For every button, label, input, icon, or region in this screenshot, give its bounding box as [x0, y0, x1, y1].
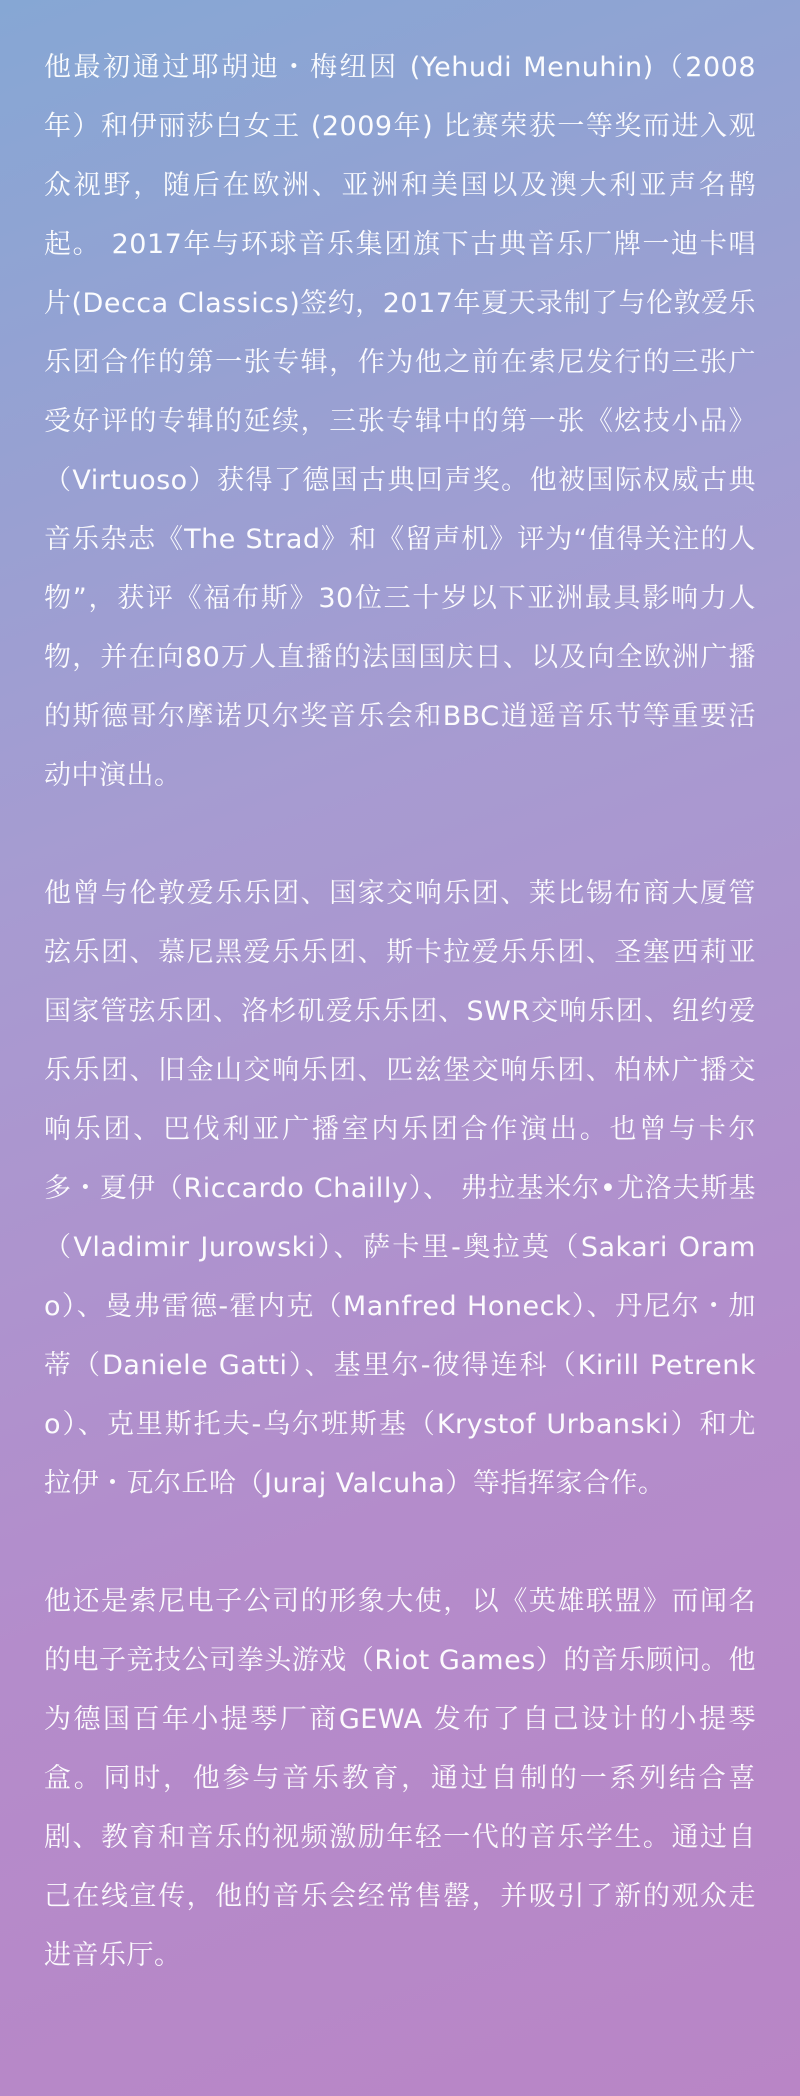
paragraph-ambassador: 他还是索尼电子公司的形象大使，以《英雄联盟》而闻名的电子竞技公司拳头游戏（Riot Games）的音乐顾问。他为德国百年小提琴厂商GEWA 发布了自己设计的小提琴盒。同时，他参与音乐教育，通过自制的一系列结合喜剧、教育和音乐的视频激励年轻一代的音乐学生。通过自己在线宣传，他的音乐会经常售罄，并吸引了新的观众走进音乐厅。: [44, 1586, 756, 1971]
paragraph-collaborations: 他曾与伦敦爱乐乐团、国家交响乐团、莱比锡布商大厦管弦乐团、慕尼黑爱乐乐团、斯卡拉爱乐乐团、圣塞西莉亚国家管弦乐团、洛杉矶爱乐乐团、SWR交响乐团、纽约爱乐乐团、旧金山交响乐团、匹兹堡交响乐团、柏林广播交响乐团、巴伐利亚广播室内乐团合作演出。也曾与卡尔多・夏伊（Riccardo Chailly）、 弗拉基米尔•尤洛夫斯基（Vladimir Jurowski）、萨卡里-奥拉莫（Sakari Oramo）、曼弗雷德-霍内克（Manfred Honeck）、丹尼尔・加蒂（Daniele Gatti）、基里尔-彼得连科（Kirill Petrenko）、克里斯托夫-乌尔班斯基（Krystof Urbanski）和尤拉伊・瓦尔丘哈（Juraj Valcuha）等指挥家合作。: [44, 878, 756, 1499]
paragraph-career-intro: 他最初通过耶胡迪・梅纽因 (Yehudi Menuhin)（2008年）和伊丽莎白女王 (2009年) 比赛荣获一等奖而进入观众视野，随后在欧洲、亚洲和美国以及澳大利亚声名鹊起。 2017年与环球音乐集团旗下古典音乐厂牌一迪卡唱片(Decca Classics)签约，2017年夏天录制了与伦敦爱乐乐团合作的第一张专辑，作为他之前在索尼发行的三张广受好评的专辑的延续，三张专辑中的第一张《炫技小品》（Virtuoso）获得了德国古典回声奖。他被国际权威古典音乐杂志《The Strad》和《留声机》评为“值得关注的人物”，获评《福布斯》30位三十岁以下亚洲最具影响力人物，并在向80万人直播的法国国庆日、以及向全欧洲广播的斯德哥尔摩诺贝尔奖音乐会和BBC逍遥音乐节等重要活动中演出。: [44, 52, 756, 791]
